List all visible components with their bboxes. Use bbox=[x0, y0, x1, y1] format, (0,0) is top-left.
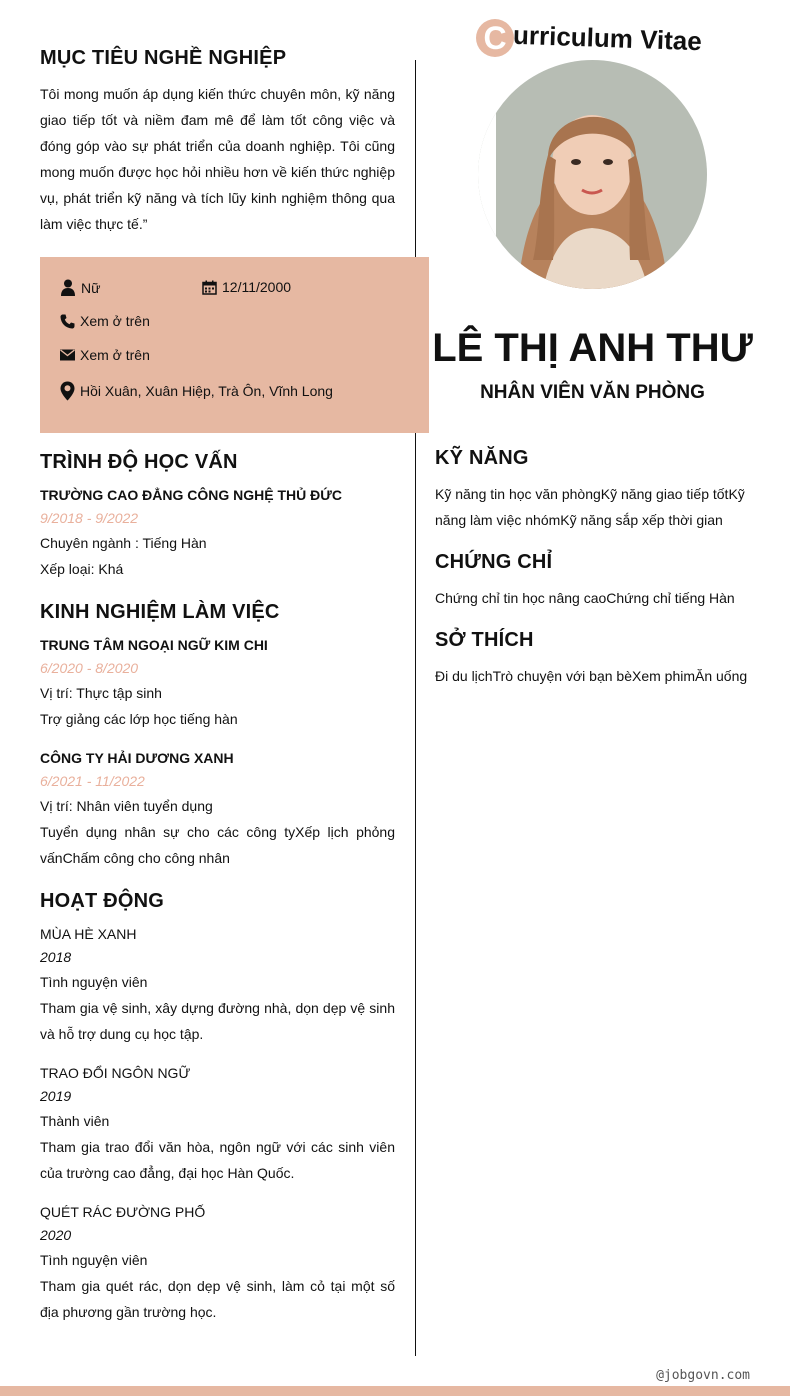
map-pin-icon bbox=[60, 381, 75, 401]
activity-desc: Tham gia vệ sinh, xây dựng đường nhà, dọn dẹp vệ sinh và hỗ trợ dung cụ học tập. bbox=[40, 1000, 395, 1042]
certificates-heading: CHỨNG CHỈ bbox=[435, 551, 553, 573]
activity-year: 2020 bbox=[40, 1227, 72, 1243]
objective-heading: MỤC TIÊU NGHỀ NGHIỆP bbox=[40, 47, 287, 69]
envelope-icon bbox=[60, 349, 75, 361]
activities-heading: HOẠT ĐỘNG bbox=[40, 890, 165, 912]
certificates-text: Chứng chỉ tin học nâng caoChứng chỉ tiếng Hàn bbox=[435, 590, 735, 606]
birthday-value: 12/11/2000 bbox=[222, 279, 292, 295]
phone-icon bbox=[60, 314, 75, 329]
skills-heading: KỸ NĂNG bbox=[435, 447, 529, 469]
hobbies-text: Đi du lịchTrò chuyện với bạn bèXem phimĂn uống bbox=[435, 668, 748, 684]
experience-heading: KINH NGHIỆM LÀM VIỆC bbox=[40, 601, 280, 623]
experience-position: Vị trí: Nhân viên tuyển dụng bbox=[40, 798, 213, 814]
experience-desc: Tuyển dụng nhân sự cho các công tyXếp lịch phỏng vấnChấm công cho công nhân bbox=[40, 824, 395, 866]
calendar-icon bbox=[202, 280, 217, 295]
activity-name: TRAO ĐỔI NGÔN NGỮ bbox=[40, 1065, 191, 1081]
address-value: Hồi Xuân, Xuân Hiệp, Trà Ôn, Vĩnh Long bbox=[80, 383, 333, 399]
experience-date: 6/2020 - 8/2020 bbox=[40, 660, 139, 676]
education-grade: Xếp loại: Khá bbox=[40, 561, 124, 577]
birthday-row bbox=[202, 279, 291, 295]
gender-row bbox=[60, 279, 100, 296]
email-row bbox=[60, 347, 150, 363]
column-divider bbox=[415, 60, 416, 1356]
experience-date: 6/2021 - 11/2022 bbox=[40, 773, 145, 789]
gender-value: Nữ bbox=[81, 279, 101, 296]
education-major: Chuyên ngành : Tiếng Hàn bbox=[40, 535, 207, 551]
activity-name: QUÉT RÁC ĐƯỜNG PHỐ bbox=[40, 1204, 206, 1220]
phone-row bbox=[60, 313, 150, 329]
activity-name: MÙA HÈ XANH bbox=[40, 926, 137, 942]
skills-text: Kỹ năng tin học văn phòngKỹ năng giao tiếp tốtKỹ năng làm việc nhómKỹ năng sắp xếp thời gian bbox=[435, 486, 745, 528]
phone-value: Xem ở trên bbox=[80, 313, 150, 329]
logo-text: urriculum Vitae bbox=[512, 19, 703, 56]
footer-bar bbox=[0, 1386, 790, 1396]
hobbies-heading: SỞ THÍCH bbox=[435, 629, 534, 651]
email-value: Xem ở trên bbox=[80, 347, 150, 363]
education-heading: TRÌNH ĐỘ HỌC VẤN bbox=[40, 451, 238, 473]
activity-role: Thành viên bbox=[40, 1113, 110, 1129]
profile-photo bbox=[478, 60, 707, 289]
objective-text: Tôi mong muốn áp dụng kiến thức chuyên môn, kỹ năng giao tiếp tốt và niềm đam mê để làm tốt công việc và đóng góp vào sự phát triển của doanh nghiệp. Tôi cũng mong muốn được học hỏi nhiều hơn về kiến thức nghiệp vụ, phát triển kỹ năng và tích lũy kinh nghiệm thông qua làm việc thực tế.” bbox=[40, 86, 395, 232]
experience-position: Vị trí: Thực tập sinh bbox=[40, 685, 162, 701]
education-date: 9/2018 - 9/2022 bbox=[40, 510, 139, 526]
footer-watermark: @jobgovn.com bbox=[656, 1368, 750, 1383]
activity-role: Tình nguyện viên bbox=[40, 1252, 148, 1268]
person-icon bbox=[60, 279, 76, 296]
education-school: TRƯỜNG CAO ĐẲNG CÔNG NGHỆ THỦ ĐỨC bbox=[40, 487, 342, 503]
candidate-name: LÊ THỊ ANH THƯ bbox=[432, 326, 753, 370]
cv-logo bbox=[476, 18, 702, 58]
activity-role: Tình nguyện viên bbox=[40, 974, 148, 990]
experience-company: CÔNG TY HẢI DƯƠNG XANH bbox=[40, 750, 234, 766]
activity-year: 2019 bbox=[40, 1088, 72, 1104]
candidate-title: NHÂN VIÊN VĂN PHÒNG bbox=[480, 382, 705, 403]
experience-desc: Trợ giảng các lớp học tiếng hàn bbox=[40, 711, 238, 727]
activity-desc: Tham gia quét rác, dọn dẹp vệ sinh, làm cỏ tại một số địa phương gần trường học. bbox=[40, 1278, 395, 1320]
personal-info-box bbox=[40, 257, 429, 433]
logo-letter-c: C bbox=[476, 19, 514, 57]
activity-desc: Tham gia trao đổi văn hòa, ngôn ngữ với các sinh viên của trường cao đẳng, đại học Hàn Quốc. bbox=[40, 1139, 395, 1181]
activity-year: 2018 bbox=[40, 949, 72, 965]
experience-company: TRUNG TÂM NGOẠI NGỮ KIM CHI bbox=[40, 637, 268, 653]
address-row bbox=[60, 381, 333, 401]
